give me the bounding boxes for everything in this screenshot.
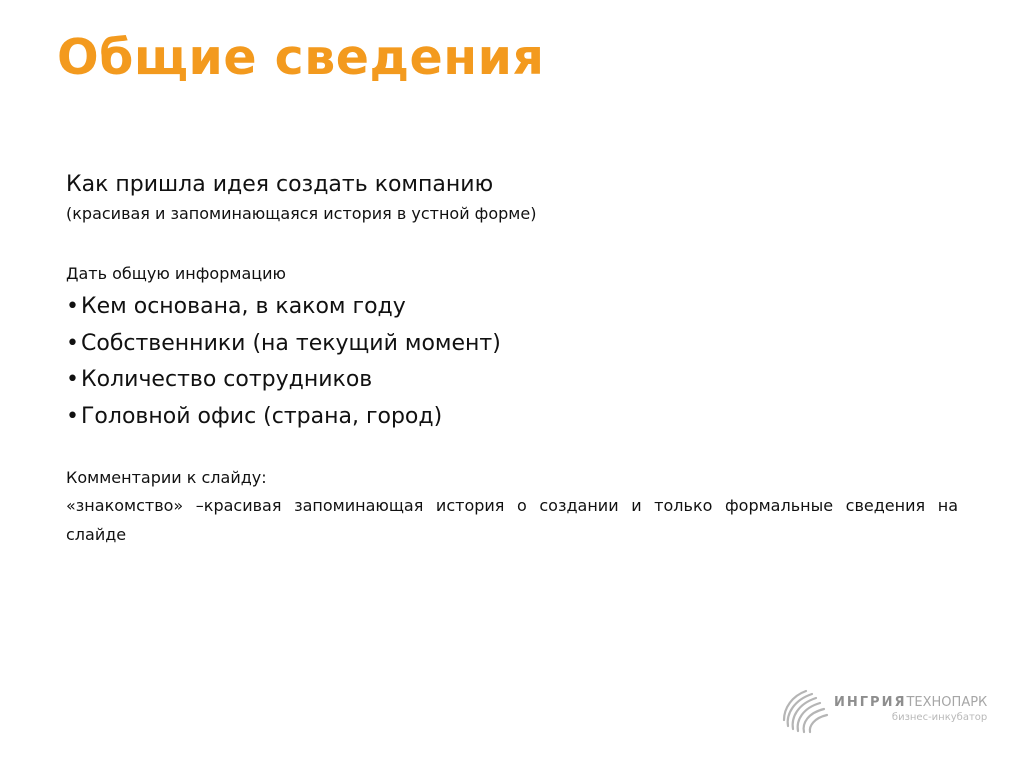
logo-brand-sub: ТЕХНОПАРК (906, 695, 988, 710)
section-subheading: (красивая и запоминающаяся история в устной форме) (66, 204, 537, 223)
bullet-item-text: Количество сотрудников (81, 367, 373, 392)
bullet-item-text: Собственники (на текущий момент) (81, 330, 501, 356)
bullet-item-text: Кем основана, в каком году (81, 294, 406, 319)
logo-brand: ИНГРИЯ (834, 695, 907, 710)
bullet-dot-icon: • (66, 330, 79, 356)
slide-content (66, 168, 958, 549)
bullet-item-text: Головной офис (страна, город) (81, 403, 443, 429)
bullet-item (66, 289, 958, 326)
bullet-item (66, 326, 958, 363)
ingria-technopark-logo (778, 684, 988, 736)
bullet-dot-icon: • (66, 403, 79, 429)
comment-title: Комментарии к слайду: (66, 468, 267, 487)
bullet-item (66, 362, 958, 399)
slide-title: Общие сведения (57, 29, 545, 86)
intro-text: Дать общую информацию (66, 264, 287, 283)
ingria-swirl-logo-icon (778, 686, 832, 734)
bullet-dot-icon: • (66, 294, 79, 319)
logo-text (834, 695, 987, 725)
section-heading: Как пришла идея создать компанию (66, 172, 494, 197)
comment-text: «знакомство» –красивая запоминающая история о создании и только формальные сведения на слайде (66, 496, 958, 544)
bullet-item (66, 399, 958, 436)
bullet-dot-icon: • (66, 367, 79, 392)
logo-tagline: бизнес-инкубатор (891, 712, 988, 723)
bullet-list (66, 289, 958, 435)
logo-line1 (834, 695, 987, 711)
